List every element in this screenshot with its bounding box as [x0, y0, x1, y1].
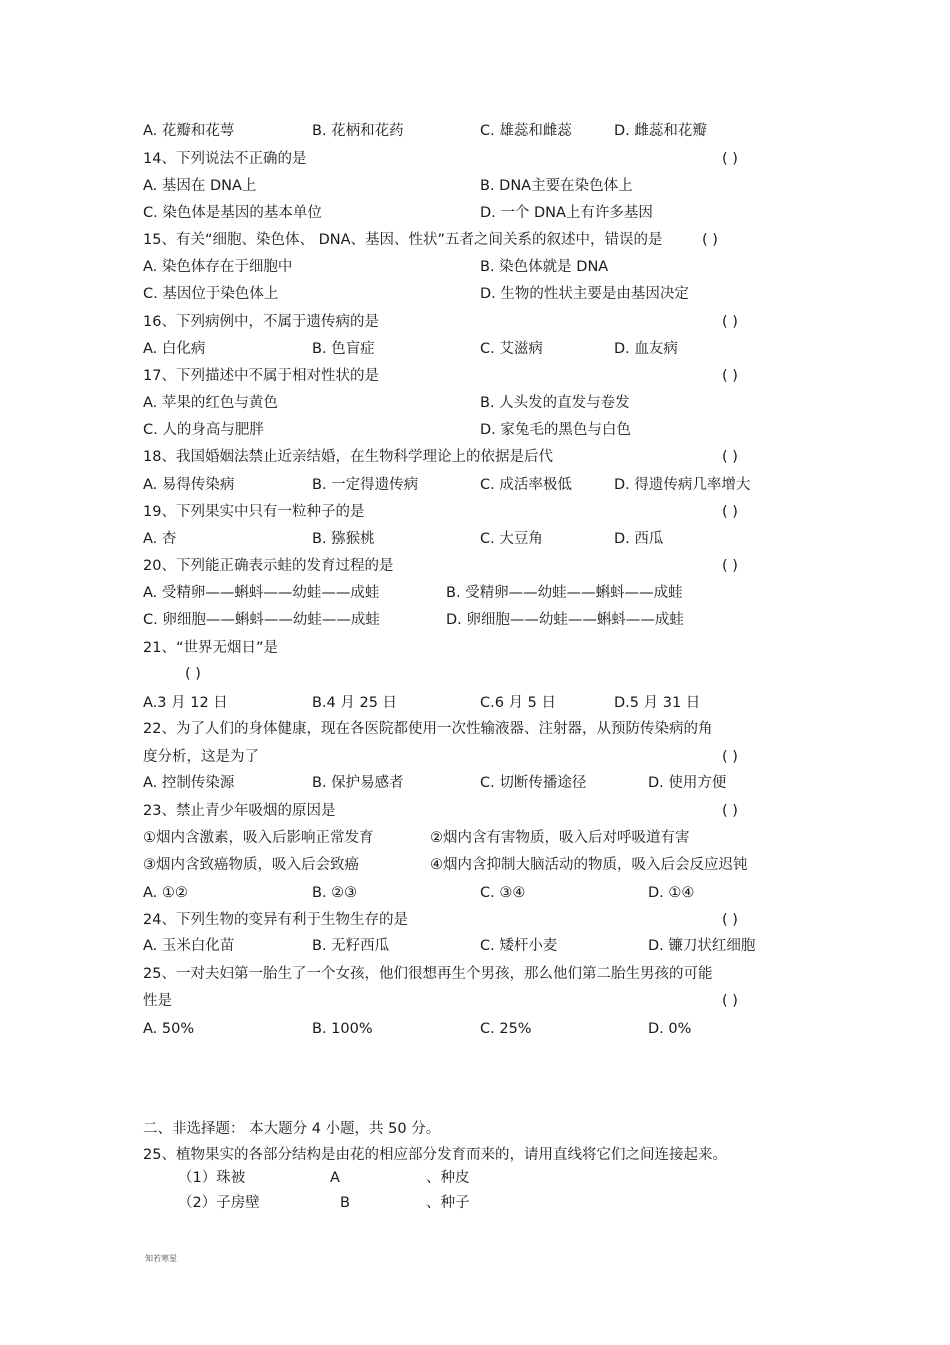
q17-options-row1	[0, 390, 950, 416]
q20-option-c: C. 卵细胞——蝌蚪——幼蛙——成蛙	[143, 612, 380, 628]
q22-option-c: C. 切断传播途径	[480, 775, 587, 791]
q15-option-c: C. 基因位于染色体上	[143, 286, 279, 302]
q23-stem-line	[0, 798, 950, 824]
q20-option-b: B. 受精卵——幼蛙——蝌蚪——成蛙	[446, 585, 683, 601]
q17-option-d: D. 家兔毛的黑色与白色	[480, 422, 631, 438]
q24-answer-paren: ( )	[722, 912, 738, 928]
q22-stem-line1	[0, 716, 950, 742]
q13-option-d: D. 雌蕊和花瓣	[614, 123, 707, 139]
q16-option-c: C. 艾滋病	[480, 341, 543, 357]
q15-option-b: B. 染色体就是 DNA	[480, 259, 609, 275]
q14-answer-paren: ( )	[722, 151, 738, 167]
q21-option-a: A.3 月 12 日	[143, 695, 228, 711]
matching-row-2	[0, 1190, 950, 1216]
q17-option-c: C. 人的身高与肥胖	[143, 422, 264, 438]
q25b-stem: 25、植物果实的各部分结构是由花的相应部分发育而来的，请用直线将它们之间连接起来。	[143, 1147, 727, 1163]
q16-option-a: A. 白化病	[143, 341, 206, 357]
q20-answer-paren: ( )	[722, 558, 738, 574]
q22-stem-part2: 度分析，这是为了	[143, 749, 259, 765]
q20-option-a: A. 受精卵——蝌蚪——幼蛙——成蛙	[143, 585, 380, 601]
q23-items-row1	[0, 825, 950, 851]
q19-answer-paren: ( )	[722, 504, 738, 520]
q21-stem: 21、“世界无烟日”是	[143, 640, 278, 656]
q15-options-row1	[0, 254, 950, 280]
q14-options-row1	[0, 173, 950, 199]
q25-stem-part1: 25、一对夫妇第一胎生了一个女孩，他们很想再生个男孩，那么他们第二胎生男孩的可能	[143, 966, 713, 982]
q14-option-d: D. 一个 DNA上有许多基因	[480, 205, 653, 221]
q18-option-c: C. 成活率极低	[480, 477, 572, 493]
q18-option-d: D. 得遗传病几率增大	[614, 477, 751, 493]
q21-stem-line	[0, 635, 950, 661]
q23-stem: 23、禁止青少年吸烟的原因是	[143, 803, 336, 819]
q23-item-4: ④烟内含抑制大脑活动的物质，吸入后会反应迟钝	[430, 857, 748, 873]
q14-option-c: C. 染色体是基因的基本单位	[143, 205, 322, 221]
q13-option-c: C. 雄蕊和雌蕊	[480, 123, 572, 139]
q25-option-c: C. 25%	[480, 1021, 532, 1037]
q23-option-d: D. ①④	[648, 885, 695, 901]
matching-mid-2: B	[340, 1195, 350, 1211]
q19-option-d: D. 西瓜	[614, 531, 664, 547]
q15-stem-line	[0, 227, 950, 253]
q23-options	[0, 880, 950, 906]
q24-options	[0, 933, 950, 959]
q21-paren-line	[0, 661, 950, 687]
q22-answer-paren: ( )	[722, 749, 738, 765]
q14-options-row2	[0, 200, 950, 226]
q18-stem: 18、我国婚姻法禁止近亲结婚，在生物科学理论上的依据是后代	[143, 449, 553, 465]
q14-option-b: B. DNA主要在染色体上	[480, 178, 633, 194]
q22-stem-part1: 22、为了人们的身体健康，现在各医院都使用一次性输液器、注射器，从预防传染病的角	[143, 721, 713, 737]
q13-option-b: B. 花柄和花药	[312, 123, 404, 139]
q21-option-d: D.5 月 31 日	[614, 695, 701, 711]
q16-stem: 16、下列病例中，不属于遗传病的是	[143, 314, 379, 330]
q23-answer-paren: ( )	[722, 803, 738, 819]
q25-answer-paren: ( )	[722, 993, 738, 1009]
q18-options	[0, 472, 950, 498]
q24-option-b: B. 无籽西瓜	[312, 938, 390, 954]
q13-options	[0, 118, 950, 144]
q24-stem: 24、下列生物的变异有利于生物生存的是	[143, 912, 408, 928]
q14-stem-line	[0, 146, 950, 172]
matching-right-2: 、种子	[426, 1195, 470, 1211]
page-footer: 知若寒星	[145, 1254, 177, 1263]
q19-option-a: A. 杏	[143, 531, 177, 547]
q16-options	[0, 336, 950, 362]
q24-option-d: D. 镰刀状红细胞	[648, 938, 756, 954]
q17-option-a: A. 苹果的红色与黄色	[143, 395, 278, 411]
q19-option-c: C. 大豆角	[480, 531, 543, 547]
q23-option-a: A. ①②	[143, 885, 188, 901]
q17-options-row2	[0, 417, 950, 443]
q15-stem: 15、有关“细胞、染色体、 DNA、基因、性状”五者之间关系的叙述中，错误的是	[143, 232, 663, 248]
section2-heading: 二、非选择题： 本大题分 4 小题，共 50 分。	[143, 1121, 441, 1137]
q18-option-a: A. 易得传染病	[143, 477, 235, 493]
q15-answer-paren: ( )	[702, 232, 718, 248]
section2-heading-line	[0, 1116, 950, 1142]
q22-stem-line2	[0, 744, 950, 770]
q22-option-d: D. 使用方便	[648, 775, 727, 791]
q13-option-a: A. 花瓣和花萼	[143, 123, 235, 139]
q16-option-d: D. 血友病	[614, 341, 678, 357]
q23-option-c: C. ③④	[480, 885, 526, 901]
q21-answer-paren: ( )	[185, 666, 201, 682]
q23-item-2: ②烟内含有害物质，吸入后对呼吸道有害	[430, 830, 690, 846]
q24-option-c: C. 矮杆小麦	[480, 938, 558, 954]
q20-options-row1	[0, 580, 950, 606]
q22-option-b: B. 保护易感者	[312, 775, 404, 791]
q23-items-row2	[0, 852, 950, 878]
q14-stem: 14、下列说法不正确的是	[143, 151, 307, 167]
matching-right-1: 、种皮	[426, 1170, 470, 1186]
q19-stem-line	[0, 499, 950, 525]
q20-stem-line	[0, 553, 950, 579]
q22-options	[0, 770, 950, 796]
q24-stem-line	[0, 907, 950, 933]
q20-options-row2	[0, 607, 950, 633]
q17-option-b: B. 人头发的直发与卷发	[480, 395, 630, 411]
q17-stem-line	[0, 363, 950, 389]
q16-option-b: B. 色盲症	[312, 341, 375, 357]
q18-answer-paren: ( )	[722, 449, 738, 465]
q21-option-c: C.6 月 5 日	[480, 695, 557, 711]
q22-option-a: A. 控制传染源	[143, 775, 235, 791]
q25-stem-line2	[0, 988, 950, 1014]
q16-stem-line	[0, 309, 950, 335]
q19-stem: 19、下列果实中只有一粒种子的是	[143, 504, 365, 520]
q21-options	[0, 690, 950, 716]
q14-option-a: A. 基因在 DNA上	[143, 178, 257, 194]
matching-left-1: （1）珠被	[178, 1170, 246, 1186]
q24-option-a: A. 玉米白化苗	[143, 938, 235, 954]
q18-option-b: B. 一定得遗传病	[312, 477, 419, 493]
q25-option-d: D. 0%	[648, 1021, 692, 1037]
q17-stem: 17、下列描述中不属于相对性状的是	[143, 368, 379, 384]
q18-stem-line	[0, 444, 950, 470]
q25-stem-line1	[0, 961, 950, 987]
q23-option-b: B. ②③	[312, 885, 358, 901]
q25-stem-part2: 性是	[143, 993, 172, 1009]
q19-option-b: B. 猕猴桃	[312, 531, 375, 547]
q15-option-a: A. 染色体存在于细胞中	[143, 259, 293, 275]
q20-option-d: D. 卵细胞——幼蛙——蝌蚪——成蛙	[446, 612, 684, 628]
q16-answer-paren: ( )	[722, 314, 738, 330]
matching-row-1	[0, 1165, 950, 1191]
q23-item-3: ③烟内含致癌物质，吸入后会致癌	[143, 857, 359, 873]
q15-options-row2	[0, 281, 950, 307]
q17-answer-paren: ( )	[722, 368, 738, 384]
q15-option-d: D. 生物的性状主要是由基因决定	[480, 286, 689, 302]
q23-item-1: ①烟内含激素，吸入后影响正常发育	[143, 830, 374, 846]
q21-option-b: B.4 月 25 日	[312, 695, 398, 711]
q25-option-b: B. 100%	[312, 1021, 373, 1037]
matching-mid-1: A	[330, 1170, 340, 1186]
matching-left-2: （2）子房壁	[178, 1195, 260, 1211]
q25-options	[0, 1016, 950, 1042]
q19-options	[0, 526, 950, 552]
q20-stem: 20、下列能正确表示蛙的发育过程的是	[143, 558, 394, 574]
q25-option-a: A. 50%	[143, 1021, 195, 1037]
